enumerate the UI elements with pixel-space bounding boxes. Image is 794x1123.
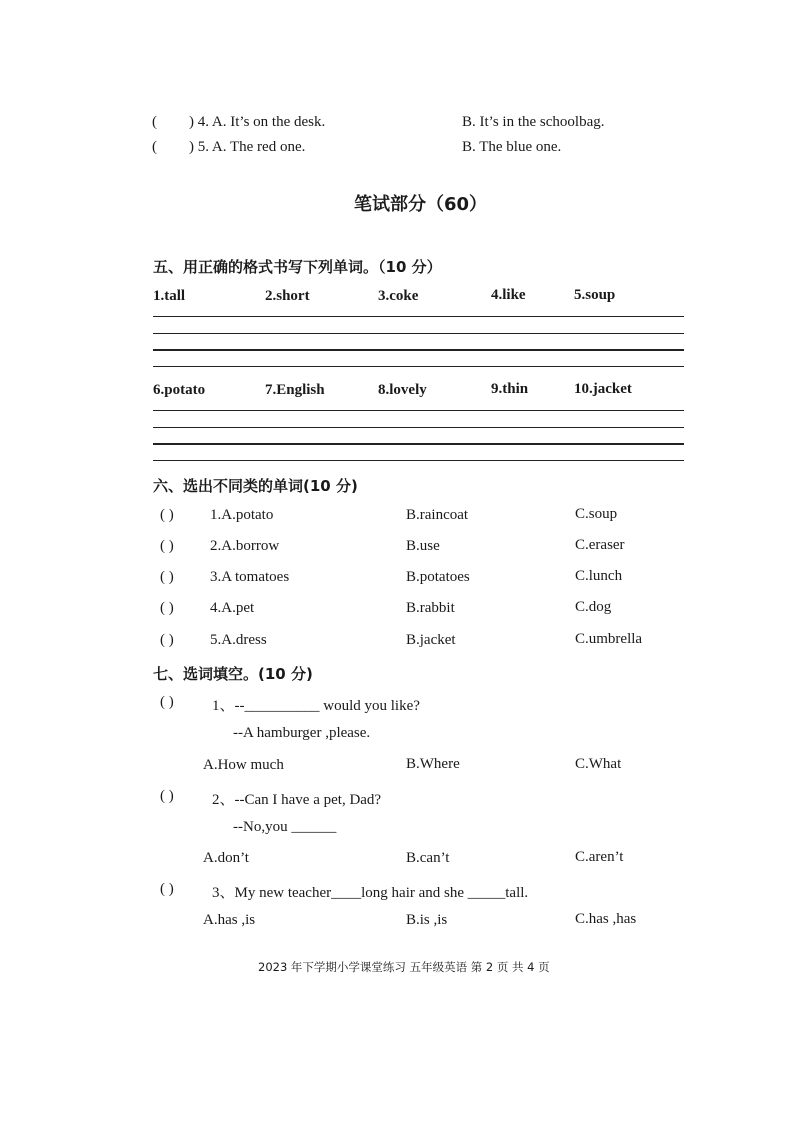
- section6-q4-c: C.dog: [575, 599, 612, 615]
- section7-q3-c: C.has ,has: [575, 911, 637, 927]
- fill-blank: __________: [244, 698, 320, 714]
- section6-q4-b: B.rabbit: [406, 600, 455, 616]
- writing-line: [153, 366, 684, 367]
- section6-q5-b: B.jacket: [406, 632, 456, 648]
- word-6: 6.potato: [153, 382, 206, 398]
- word-5: 5.soup: [574, 287, 616, 303]
- section7-q3-stem: 3、My new teacher____long hair and she _____tall.: [212, 885, 529, 901]
- section7-q1-a: A.How much: [203, 757, 284, 773]
- writing-line: [153, 427, 684, 428]
- section7-q1-b: B.Where: [406, 756, 460, 772]
- writing-line: [153, 349, 684, 351]
- section7-heading: 七、选词填空。(10 分): [153, 665, 313, 683]
- section7-q1-rest: would you like?: [319, 698, 420, 714]
- writing-line: [153, 443, 684, 445]
- section7-q2-a: A.don’t: [203, 850, 249, 866]
- section7-q1-reply: --A hamburger ,please.: [233, 725, 371, 741]
- section7-q1-number: 1、--: [212, 698, 245, 714]
- writing-line: [153, 316, 684, 317]
- section6-q2-a: 2.A.borrow: [210, 538, 280, 554]
- writing-line: [153, 460, 684, 461]
- page-footer: 2023 年下学期小学课堂练习 五年级英语 第 2 页 共 4 页: [258, 960, 550, 974]
- section6-q5-a: 5.A.dress: [210, 632, 267, 648]
- word-4: 4.like: [491, 287, 526, 303]
- section6-q1-c: C.soup: [575, 506, 618, 522]
- answer-paren: ( ): [160, 569, 174, 585]
- answer-paren: ( ): [160, 632, 174, 648]
- section7-q1-stem: [212, 694, 420, 715]
- section6-q3-a: 3.A tomatoes: [210, 569, 290, 585]
- answer-paren: ( ): [160, 507, 174, 523]
- section7-q3-a: A.has ,is: [203, 912, 256, 928]
- section6-heading: 六、选出不同类的单词(10 分): [153, 477, 358, 495]
- word-9: 9.thin: [491, 381, 529, 397]
- section7-q1-c: C.What: [575, 756, 622, 772]
- word-3: 3.coke: [378, 288, 419, 304]
- section6-q3-b: B.potatoes: [406, 569, 470, 585]
- listening-q4-option-a: ) 4. A. It’s on the desk.: [189, 114, 326, 130]
- writing-line: [153, 333, 684, 334]
- section7-q2-b: B.can’t: [406, 850, 450, 866]
- section6-q1-b: B.raincoat: [406, 507, 469, 523]
- writing-line: [153, 410, 684, 411]
- section5-heading: 五、用正确的格式书写下列单词。（10 分）: [153, 258, 442, 276]
- word-7: 7.English: [265, 382, 325, 398]
- section6-q1-a: 1.A.potato: [210, 507, 274, 523]
- section6-q4-a: 4.A.pet: [210, 600, 255, 616]
- written-part-title: 笔试部分（60）: [354, 194, 488, 215]
- section7-q2-reply: --No,you ______: [233, 819, 337, 835]
- listening-q5-option-b: B. The blue one.: [462, 139, 562, 155]
- word-2: 2.short: [265, 288, 310, 304]
- word-8: 8.lovely: [378, 382, 427, 398]
- section6-q3-c: C.lunch: [575, 568, 623, 584]
- section7-q2-c: C.aren’t: [575, 849, 624, 865]
- paren-open: (: [152, 139, 157, 155]
- section7-q2-stem: 2、--Can I have a pet, Dad?: [212, 792, 382, 808]
- section6-q2-c: C.eraser: [575, 537, 625, 553]
- section7-q3-b: B.is ,is: [406, 912, 448, 928]
- answer-paren: ( ): [160, 788, 174, 804]
- answer-paren: ( ): [160, 694, 174, 710]
- listening-q4-option-b: B. It’s in the schoolbag.: [462, 114, 605, 130]
- word-10: 10.jacket: [574, 381, 632, 397]
- section6-q2-b: B.use: [406, 538, 440, 554]
- listening-q5-option-a: ) 5. A. The red one.: [189, 139, 306, 155]
- word-1: 1.tall: [153, 288, 186, 304]
- answer-paren: ( ): [160, 538, 174, 554]
- section6-q5-c: C.umbrella: [575, 631, 643, 647]
- answer-paren: ( ): [160, 881, 174, 897]
- answer-paren: ( ): [160, 600, 174, 616]
- paren-open: (: [152, 114, 157, 130]
